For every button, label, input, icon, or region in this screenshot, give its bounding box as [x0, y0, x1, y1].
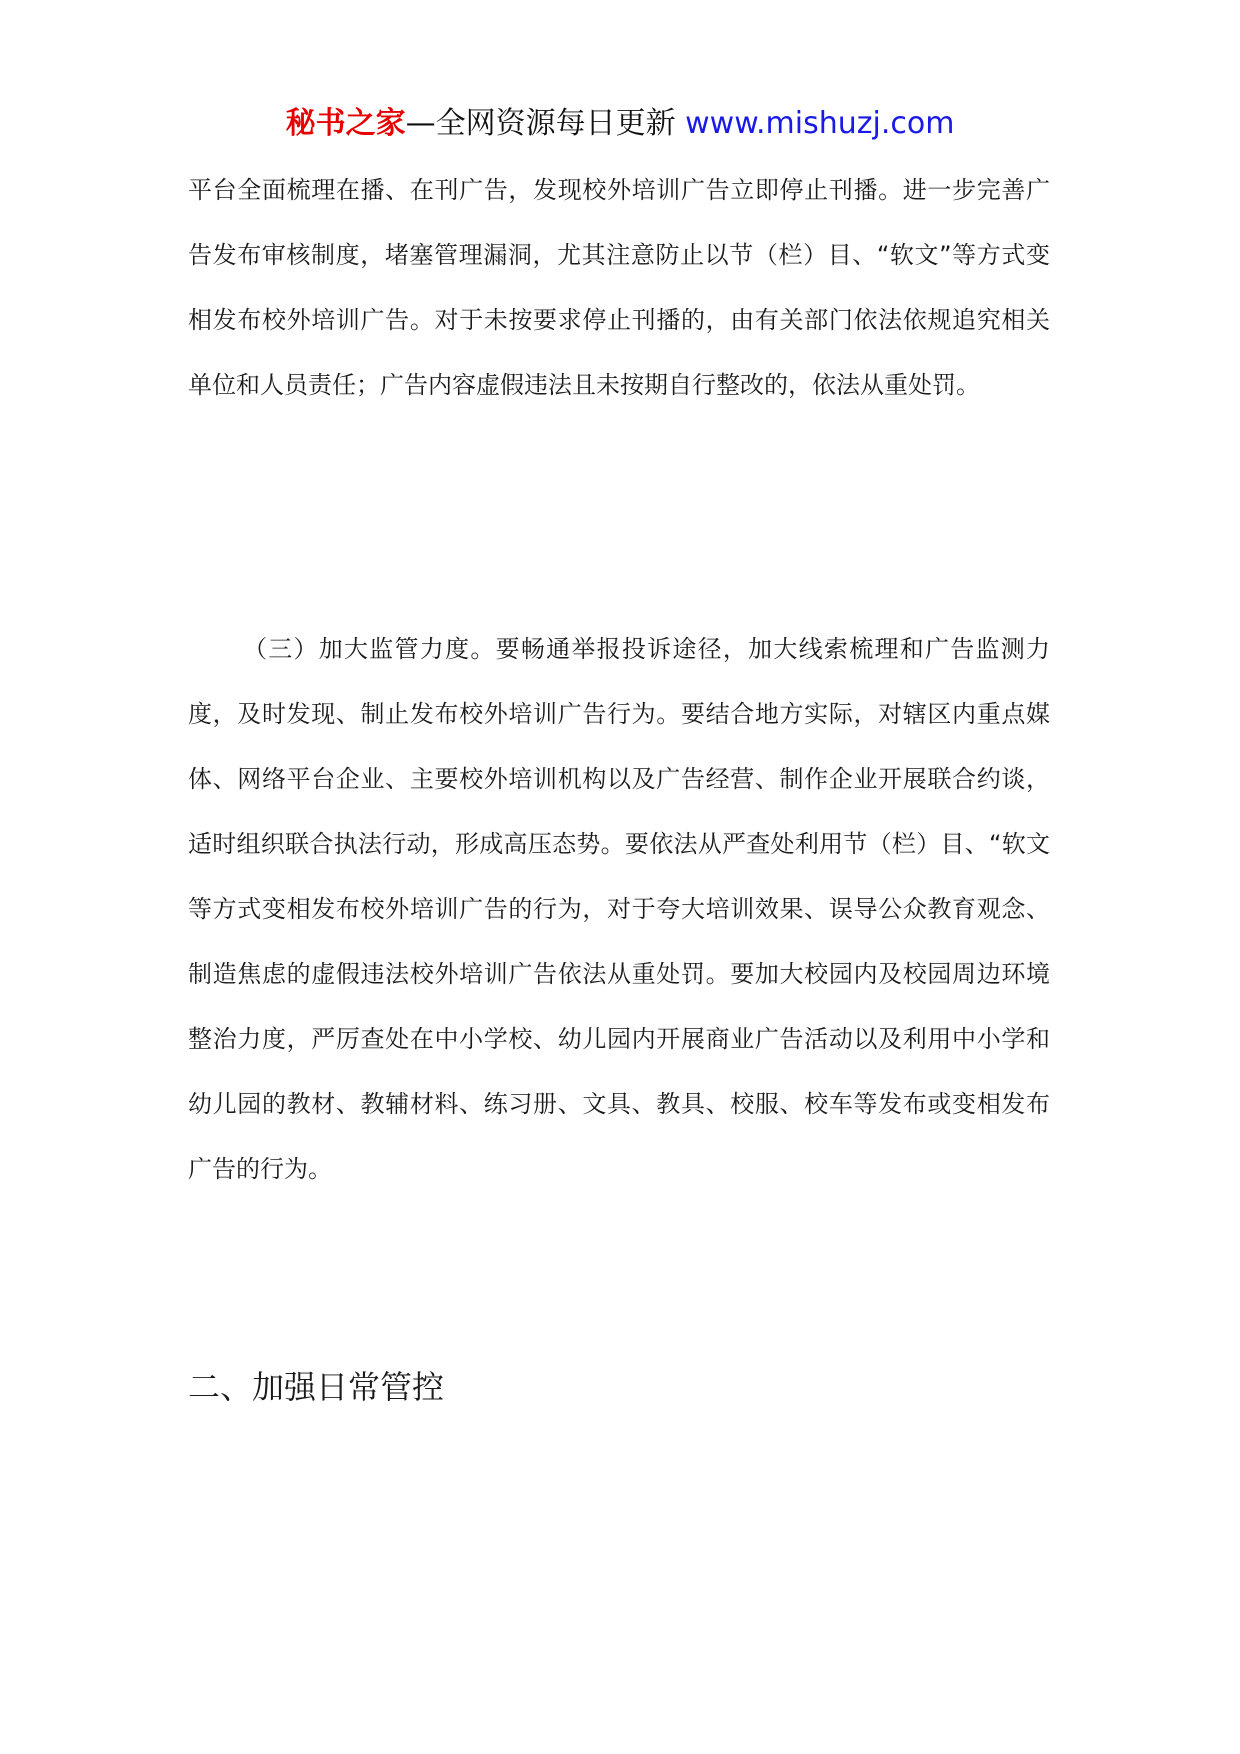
- website-link[interactable]: www.mishuzj.com: [685, 106, 955, 141]
- page-header: [0, 102, 1240, 146]
- section-heading: 二、加强日常管控: [188, 1368, 445, 1406]
- body-paragraph: 平台全面梳理在播、在刊广告，发现校外培训广告立即停止刊播。进一步完善广告发布审核制度，堵塞管理漏洞，尤其注意防止以节（栏）目、“软文”等方式变相发布校外培训广告。对于未按要求停止刊播的，由有关部门依法依规追究相关单位和人员责任；广告内容虚假违法且未按期自行整改的，依法从重处罚。: [188, 176, 1050, 399]
- brand-name: 秘书之家: [285, 106, 406, 141]
- body-paragraph-supervision: （三）加大监管力度。要畅通举报投诉途径，加大线索梳理和广告监测力度，及时发现、制止发布校外培训广告行为。要结合地方实际，对辖区内重点媒体、网络平台企业、主要校外培训机构以及广告经营、制作企业开展联合约谈，适时组织联合执法行动，形成高压态势。要依法从严查处利用节（栏）目、“软文等方式变相发布校外培训广告的行为，对于夸大培训效果、误导公众教育观念、制造焦虑的虚假违法校外培训广告依法从重处罚。要加大校园内及校园周边环境整治力度，严厉查处在中小学校、幼儿园内开展商业广告活动以及利用中小学和幼儿园的教材、教辅材料、练习册、文具、教具、校服、校车等发布或变相发布广告的行为。: [188, 635, 1050, 1183]
- header-slogan: —全网资源每日更新: [405, 106, 686, 141]
